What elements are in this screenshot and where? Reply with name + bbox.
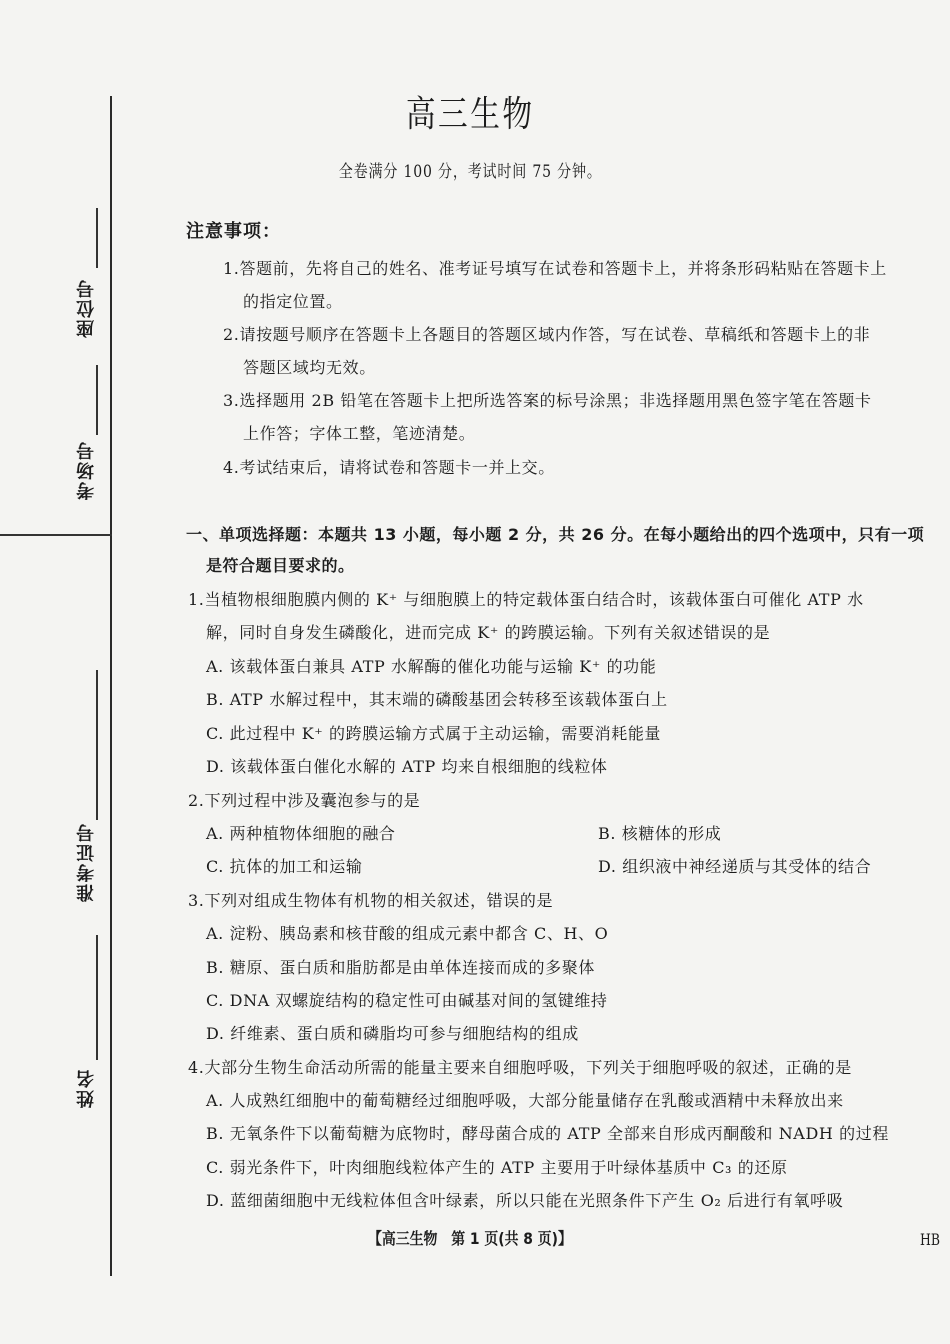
notice-heading: 注意事项： [186, 221, 281, 242]
question-1-option-a: A. 该载体蛋白兼具 ATP 水解酶的催化功能与运输 K⁺ 的功能 [206, 657, 657, 676]
question-4-option-b: B. 无氧条件下以葡萄糖为底物时，酵母菌合成的 ATP 全部来自形成丙酮酸和 NADH 的过程 [206, 1124, 889, 1143]
section-heading-cont: 是符合题目要求的。 [206, 556, 355, 575]
page-title: 高三生物 [405, 94, 535, 135]
question-3-stem: 3.下列对组成生物体有机物的相关叙述，错误的是 [188, 891, 554, 910]
corner-mark: HB [920, 1230, 941, 1249]
section-heading: 一、单项选择题：本题共 13 小题，每小题 2 分，共 26 分。在每小题给出的四个选项中，只有一项 [186, 525, 925, 544]
question-4-option-c: C. 弱光条件下，叶肉细胞线粒体产生的 ATP 主要用于叶绿体基质中 C₃ 的还原 [206, 1158, 788, 1177]
ticket-number-blank [96, 670, 98, 820]
question-3-option-c: C. DNA 双螺旋结构的稳定性可由碱基对间的氢键维持 [206, 991, 608, 1010]
name-blank [96, 935, 98, 1060]
notice-line: 上作答；字体工整，笔迹清楚。 [243, 424, 476, 443]
question-2-stem: 2.下列过程中涉及囊泡参与的是 [188, 791, 421, 810]
question-1-stem-cont: 解，同时自身发生磷酸化，进而完成 K⁺ 的跨膜运输。下列有关叙述错误的是 [206, 623, 771, 642]
notice-line: 答题区域均无效。 [243, 358, 376, 377]
notice-line: 3.选择题用 2B 铅笔在答题卡上把所选答案的标号涂黑；非选择题用黑色签字笔在答题卡 [223, 391, 872, 410]
name-label: 姓名 [76, 1068, 97, 1108]
exam-room-label: 考场号 [76, 440, 97, 500]
notice-line: 4.考试结束后，请将试卷和答题卡一并上交。 [223, 458, 555, 477]
question-2-option-a: A. 两种植物体细胞的融合 [206, 824, 396, 843]
question-4-option-d: D. 蓝细菌细胞中无线粒体但含叶绿素，所以只能在光照条件下产生 O₂ 后进行有氧呼吸 [206, 1191, 844, 1210]
exam-info: 全卷满分 100 分，考试时间 75 分钟。 [338, 162, 602, 182]
question-2-option-b: B. 核糖体的形成 [598, 824, 722, 843]
question-2-option-d: D. 组织液中神经递质与其受体的结合 [598, 857, 872, 876]
question-1-option-b: B. ATP 水解过程中，其末端的磷酸基团会转移至该载体蛋白上 [206, 690, 668, 709]
page-footer: 【高三生物 第 1 页(共 8 页)】 [367, 1229, 572, 1248]
question-1-option-d: D. 该载体蛋白催化水解的 ATP 均来自根细胞的线粒体 [206, 757, 608, 776]
seat-number-blank [96, 208, 98, 268]
question-2-option-c: C. 抗体的加工和运输 [206, 857, 363, 876]
question-3-option-a: A. 淀粉、胰岛素和核苷酸的组成元素中都含 C、H、O [206, 924, 609, 943]
seat-number-label: 座位号 [76, 278, 97, 338]
question-1-stem: 1.当植物根细胞膜内侧的 K⁺ 与细胞膜上的特定载体蛋白结合时，该载体蛋白可催化 ATP 水 [188, 590, 864, 609]
binding-line [110, 96, 112, 1276]
notice-line: 1.答题前，先将自己的姓名、准考证号填写在试卷和答题卡上，并将条形码粘贴在答题卡上 [223, 259, 887, 278]
question-3-option-b: B. 糖原、蛋白质和脂肪都是由单体连接而成的多聚体 [206, 958, 595, 977]
question-3-option-d: D. 纤维素、蛋白质和磷脂均可参与细胞结构的组成 [206, 1024, 579, 1043]
question-4-option-a: A. 人成熟红细胞中的葡萄糖经过细胞呼吸，大部分能量储存在乳酸或酒精中未释放出来 [206, 1091, 844, 1110]
ticket-number-label: 准考证号 [76, 822, 97, 902]
notice-line: 2.请按题号顺序在答题卡上各题目的答题区域内作答，写在试卷、草稿纸和答题卡上的非 [223, 325, 871, 344]
margin-divider [0, 534, 112, 536]
room-number-blank [96, 365, 98, 435]
notice-line: 的指定位置。 [243, 292, 343, 311]
question-1-option-c: C. 此过程中 K⁺ 的跨膜运输方式属于主动运输，需要消耗能量 [206, 724, 662, 743]
question-4-stem: 4.大部分生物生命活动所需的能量主要来自细胞呼吸，下列关于细胞呼吸的叙述，正确的是 [188, 1058, 852, 1077]
